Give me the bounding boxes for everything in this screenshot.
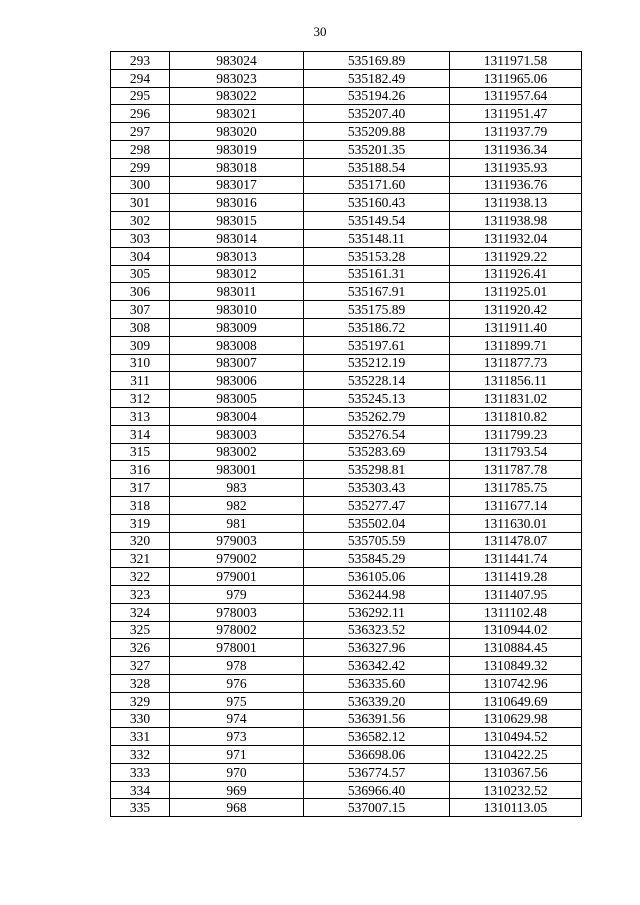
row-number-cell: 332 [111, 746, 170, 764]
x-coordinate-cell: 535161.31 [304, 265, 450, 283]
table-row [111, 710, 582, 728]
row-number-cell: 299 [111, 158, 170, 176]
y-coordinate-cell: 1310649.69 [450, 692, 582, 710]
table-row [111, 69, 582, 87]
point-id-cell: 983018 [170, 158, 304, 176]
x-coordinate-cell: 535186.72 [304, 318, 450, 336]
table-row [111, 799, 582, 817]
point-id-cell: 983019 [170, 140, 304, 158]
y-coordinate-cell: 1311478.07 [450, 532, 582, 550]
table-row [111, 496, 582, 514]
table-row [111, 425, 582, 443]
point-id-cell: 974 [170, 710, 304, 728]
table-row [111, 781, 582, 799]
x-coordinate-cell: 535207.40 [304, 105, 450, 123]
table-row [111, 229, 582, 247]
row-number-cell: 305 [111, 265, 170, 283]
page-number: 30 [313, 24, 327, 39]
row-number-cell: 320 [111, 532, 170, 550]
point-id-cell: 983007 [170, 354, 304, 372]
table-row [111, 336, 582, 354]
y-coordinate-cell: 1311799.23 [450, 425, 582, 443]
x-coordinate-cell: 535171.60 [304, 176, 450, 194]
point-id-cell: 983008 [170, 336, 304, 354]
point-id-cell: 979003 [170, 532, 304, 550]
point-id-cell: 983 [170, 479, 304, 497]
row-number-cell: 315 [111, 443, 170, 461]
table-row [111, 514, 582, 532]
row-number-cell: 309 [111, 336, 170, 354]
y-coordinate-cell: 1311911.40 [450, 318, 582, 336]
y-coordinate-cell: 1310944.02 [450, 621, 582, 639]
x-coordinate-cell: 535245.13 [304, 390, 450, 408]
table-row [111, 532, 582, 550]
y-coordinate-cell: 1310884.45 [450, 639, 582, 657]
x-coordinate-cell: 537007.15 [304, 799, 450, 817]
row-number-cell: 323 [111, 585, 170, 603]
point-id-cell: 981 [170, 514, 304, 532]
table-row [111, 728, 582, 746]
point-id-cell: 969 [170, 781, 304, 799]
y-coordinate-cell: 1311899.71 [450, 336, 582, 354]
table-row [111, 568, 582, 586]
y-coordinate-cell: 1311831.02 [450, 390, 582, 408]
x-coordinate-cell: 535209.88 [304, 123, 450, 141]
table-row [111, 372, 582, 390]
point-id-cell: 983024 [170, 52, 304, 70]
row-number-cell: 328 [111, 674, 170, 692]
row-number-cell: 312 [111, 390, 170, 408]
table-row [111, 639, 582, 657]
row-number-cell: 307 [111, 301, 170, 319]
y-coordinate-cell: 1310422.25 [450, 746, 582, 764]
row-number-cell: 314 [111, 425, 170, 443]
point-id-cell: 983023 [170, 69, 304, 87]
x-coordinate-cell: 536105.06 [304, 568, 450, 586]
point-id-cell: 983022 [170, 87, 304, 105]
y-coordinate-cell: 1311937.79 [450, 123, 582, 141]
x-coordinate-cell: 536339.20 [304, 692, 450, 710]
row-number-cell: 325 [111, 621, 170, 639]
point-id-cell: 983012 [170, 265, 304, 283]
row-number-cell: 300 [111, 176, 170, 194]
row-number-cell: 327 [111, 657, 170, 675]
y-coordinate-cell: 1310494.52 [450, 728, 582, 746]
coordinates-table [110, 51, 582, 817]
row-number-cell: 310 [111, 354, 170, 372]
table-row [111, 87, 582, 105]
y-coordinate-cell: 1311936.76 [450, 176, 582, 194]
point-id-cell: 983001 [170, 461, 304, 479]
x-coordinate-cell: 535705.59 [304, 532, 450, 550]
table-row [111, 194, 582, 212]
point-id-cell: 983021 [170, 105, 304, 123]
point-id-cell: 982 [170, 496, 304, 514]
y-coordinate-cell: 1311938.98 [450, 212, 582, 230]
point-id-cell: 978 [170, 657, 304, 675]
x-coordinate-cell: 535298.81 [304, 461, 450, 479]
x-coordinate-cell: 535277.47 [304, 496, 450, 514]
point-id-cell: 983016 [170, 194, 304, 212]
row-number-cell: 319 [111, 514, 170, 532]
point-id-cell: 983017 [170, 176, 304, 194]
table-row [111, 657, 582, 675]
point-id-cell: 983010 [170, 301, 304, 319]
y-coordinate-cell: 1311877.73 [450, 354, 582, 372]
point-id-cell: 976 [170, 674, 304, 692]
table-row [111, 301, 582, 319]
x-coordinate-cell: 536327.96 [304, 639, 450, 657]
x-coordinate-cell: 536966.40 [304, 781, 450, 799]
x-coordinate-cell: 536774.57 [304, 763, 450, 781]
point-id-cell: 978003 [170, 603, 304, 621]
row-number-cell: 301 [111, 194, 170, 212]
x-coordinate-cell: 535212.19 [304, 354, 450, 372]
table-row [111, 212, 582, 230]
y-coordinate-cell: 1311965.06 [450, 69, 582, 87]
x-coordinate-cell: 536323.52 [304, 621, 450, 639]
row-number-cell: 304 [111, 247, 170, 265]
point-id-cell: 970 [170, 763, 304, 781]
x-coordinate-cell: 536342.42 [304, 657, 450, 675]
x-coordinate-cell: 535188.54 [304, 158, 450, 176]
point-id-cell: 979001 [170, 568, 304, 586]
y-coordinate-cell: 1311957.64 [450, 87, 582, 105]
row-number-cell: 308 [111, 318, 170, 336]
y-coordinate-cell: 1311925.01 [450, 283, 582, 301]
y-coordinate-cell: 1311938.13 [450, 194, 582, 212]
y-coordinate-cell: 1310367.56 [450, 763, 582, 781]
table-row [111, 763, 582, 781]
y-coordinate-cell: 1311971.58 [450, 52, 582, 70]
x-coordinate-cell: 535197.61 [304, 336, 450, 354]
y-coordinate-cell: 1311932.04 [450, 229, 582, 247]
y-coordinate-cell: 1311419.28 [450, 568, 582, 586]
row-number-cell: 311 [111, 372, 170, 390]
y-coordinate-cell: 1310742.96 [450, 674, 582, 692]
x-coordinate-cell: 535194.26 [304, 87, 450, 105]
table-row [111, 123, 582, 141]
point-id-cell: 973 [170, 728, 304, 746]
table-row [111, 479, 582, 497]
table-row [111, 283, 582, 301]
y-coordinate-cell: 1311920.42 [450, 301, 582, 319]
point-id-cell: 975 [170, 692, 304, 710]
y-coordinate-cell: 1311929.22 [450, 247, 582, 265]
x-coordinate-cell: 535262.79 [304, 407, 450, 425]
row-number-cell: 335 [111, 799, 170, 817]
y-coordinate-cell: 1310232.52 [450, 781, 582, 799]
row-number-cell: 321 [111, 550, 170, 568]
x-coordinate-cell: 535283.69 [304, 443, 450, 461]
table-row [111, 52, 582, 70]
point-id-cell: 983015 [170, 212, 304, 230]
y-coordinate-cell: 1311441.74 [450, 550, 582, 568]
row-number-cell: 333 [111, 763, 170, 781]
x-coordinate-cell: 535175.89 [304, 301, 450, 319]
y-coordinate-cell: 1311785.75 [450, 479, 582, 497]
row-number-cell: 317 [111, 479, 170, 497]
row-number-cell: 326 [111, 639, 170, 657]
row-number-cell: 303 [111, 229, 170, 247]
x-coordinate-cell: 536244.98 [304, 585, 450, 603]
x-coordinate-cell: 536698.06 [304, 746, 450, 764]
x-coordinate-cell: 535169.89 [304, 52, 450, 70]
y-coordinate-cell: 1311810.82 [450, 407, 582, 425]
point-id-cell: 983004 [170, 407, 304, 425]
row-number-cell: 334 [111, 781, 170, 799]
row-number-cell: 293 [111, 52, 170, 70]
table-row [111, 247, 582, 265]
y-coordinate-cell: 1311951.47 [450, 105, 582, 123]
row-number-cell: 322 [111, 568, 170, 586]
point-id-cell: 983003 [170, 425, 304, 443]
table-row [111, 176, 582, 194]
table-row [111, 407, 582, 425]
x-coordinate-cell: 535149.54 [304, 212, 450, 230]
point-id-cell: 983013 [170, 247, 304, 265]
table-row [111, 674, 582, 692]
point-id-cell: 978002 [170, 621, 304, 639]
table-row [111, 158, 582, 176]
y-coordinate-cell: 1311787.78 [450, 461, 582, 479]
row-number-cell: 302 [111, 212, 170, 230]
y-coordinate-cell: 1311630.01 [450, 514, 582, 532]
point-id-cell: 983006 [170, 372, 304, 390]
y-coordinate-cell: 1310849.32 [450, 657, 582, 675]
point-id-cell: 979002 [170, 550, 304, 568]
point-id-cell: 968 [170, 799, 304, 817]
x-coordinate-cell: 535502.04 [304, 514, 450, 532]
x-coordinate-cell: 535182.49 [304, 69, 450, 87]
point-id-cell: 983011 [170, 283, 304, 301]
row-number-cell: 297 [111, 123, 170, 141]
x-coordinate-cell: 535153.28 [304, 247, 450, 265]
x-coordinate-cell: 535228.14 [304, 372, 450, 390]
x-coordinate-cell: 536292.11 [304, 603, 450, 621]
point-id-cell: 983020 [170, 123, 304, 141]
x-coordinate-cell: 535160.43 [304, 194, 450, 212]
table-row [111, 354, 582, 372]
table-row [111, 140, 582, 158]
point-id-cell: 983014 [170, 229, 304, 247]
row-number-cell: 331 [111, 728, 170, 746]
table-body [111, 52, 582, 817]
row-number-cell: 318 [111, 496, 170, 514]
row-number-cell: 324 [111, 603, 170, 621]
row-number-cell: 316 [111, 461, 170, 479]
table-row [111, 105, 582, 123]
point-id-cell: 983005 [170, 390, 304, 408]
point-id-cell: 979 [170, 585, 304, 603]
row-number-cell: 330 [111, 710, 170, 728]
y-coordinate-cell: 1310629.98 [450, 710, 582, 728]
x-coordinate-cell: 536391.56 [304, 710, 450, 728]
x-coordinate-cell: 536582.12 [304, 728, 450, 746]
row-number-cell: 294 [111, 69, 170, 87]
table-row [111, 461, 582, 479]
table-row [111, 621, 582, 639]
point-id-cell: 983002 [170, 443, 304, 461]
table-row [111, 318, 582, 336]
point-id-cell: 971 [170, 746, 304, 764]
table-row [111, 390, 582, 408]
x-coordinate-cell: 536335.60 [304, 674, 450, 692]
table-row [111, 746, 582, 764]
row-number-cell: 306 [111, 283, 170, 301]
x-coordinate-cell: 535201.35 [304, 140, 450, 158]
row-number-cell: 296 [111, 105, 170, 123]
x-coordinate-cell: 535845.29 [304, 550, 450, 568]
x-coordinate-cell: 535303.43 [304, 479, 450, 497]
y-coordinate-cell: 1311856.11 [450, 372, 582, 390]
y-coordinate-cell: 1310113.05 [450, 799, 582, 817]
point-id-cell: 983009 [170, 318, 304, 336]
row-number-cell: 295 [111, 87, 170, 105]
y-coordinate-cell: 1311926.41 [450, 265, 582, 283]
x-coordinate-cell: 535148.11 [304, 229, 450, 247]
row-number-cell: 313 [111, 407, 170, 425]
table-row [111, 585, 582, 603]
row-number-cell: 298 [111, 140, 170, 158]
y-coordinate-cell: 1311936.34 [450, 140, 582, 158]
table-row [111, 603, 582, 621]
y-coordinate-cell: 1311407.95 [450, 585, 582, 603]
y-coordinate-cell: 1311793.54 [450, 443, 582, 461]
table-row [111, 692, 582, 710]
point-id-cell: 978001 [170, 639, 304, 657]
x-coordinate-cell: 535276.54 [304, 425, 450, 443]
table-row [111, 443, 582, 461]
row-number-cell: 329 [111, 692, 170, 710]
y-coordinate-cell: 1311677.14 [450, 496, 582, 514]
table-row [111, 265, 582, 283]
y-coordinate-cell: 1311102.48 [450, 603, 582, 621]
table-row [111, 550, 582, 568]
x-coordinate-cell: 535167.91 [304, 283, 450, 301]
y-coordinate-cell: 1311935.93 [450, 158, 582, 176]
